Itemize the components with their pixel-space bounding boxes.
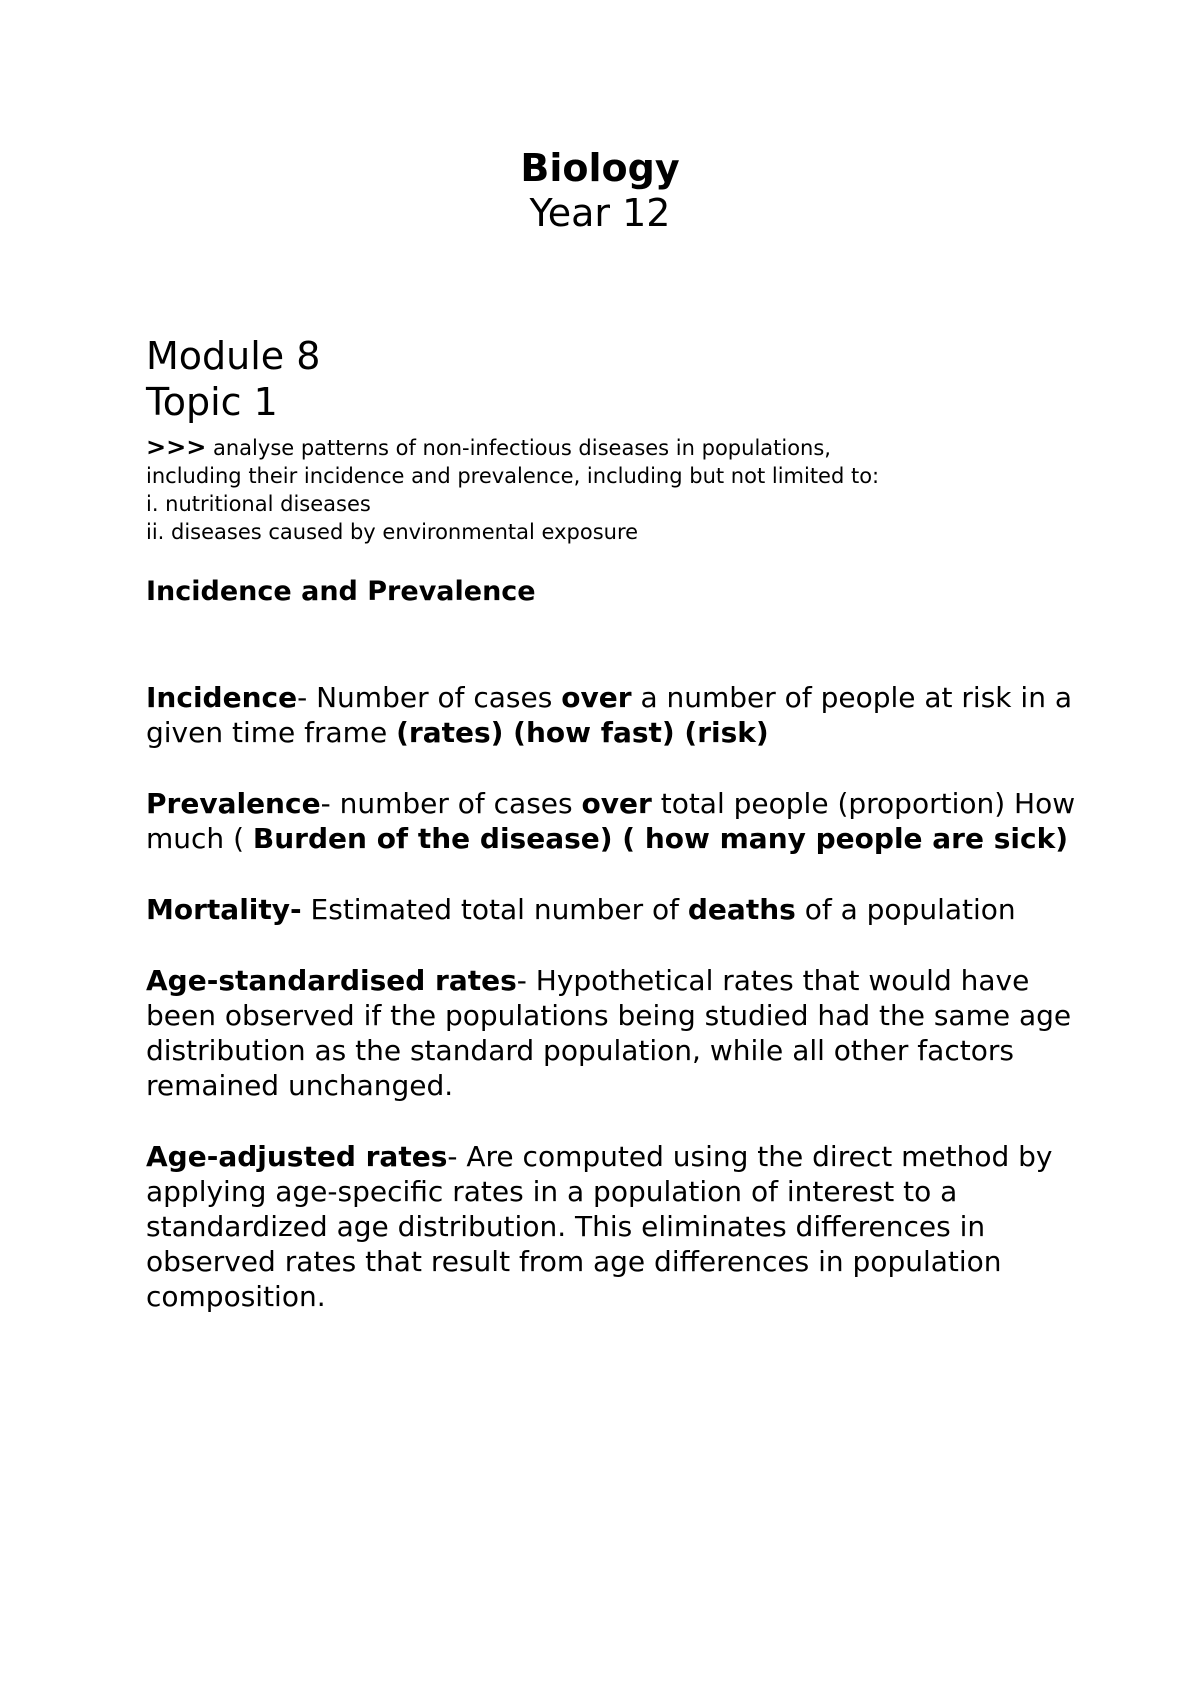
emphasis-text: deaths: [687, 893, 796, 926]
arrows-marker: >>>: [146, 433, 207, 461]
definition-text: - Number of cases: [297, 681, 562, 714]
definition-text: Estimated total number of: [301, 893, 688, 926]
definition-age-adjusted: [146, 1139, 1086, 1314]
term-age-adjusted: Age-adjusted rates: [146, 1140, 448, 1173]
syllabus-item-nutritional: i. nutritional diseases: [146, 492, 371, 516]
emphasis-text: over: [581, 787, 652, 820]
term-age-standardised: Age-standardised rates: [146, 964, 517, 997]
document-body: [146, 333, 1086, 1314]
document-header: [0, 146, 1200, 236]
definition-text: total people (proportion) How much (: [146, 787, 1076, 855]
topic-heading: Topic 1: [146, 380, 278, 424]
definition-incidence: [146, 680, 1086, 750]
definition-text: - number of cases: [320, 787, 582, 820]
syllabus-item-environmental: ii. diseases caused by environmental exposure: [146, 520, 639, 544]
syllabus-outcome-line1: analyse patterns of non-infectious diseases in populations,: [206, 436, 831, 460]
emphasis-text: Burden of the disease) ( how many people are sick): [252, 822, 1069, 855]
definition-text: a number of people at risk in a given time frame: [146, 681, 1072, 749]
definition-text: - Hypothetical rates that would have been observed if the populations being studied had the same age distribution as the standard population, while all other factors remained unchanged.: [146, 964, 1072, 1102]
syllabus-outcome-line2: including their incidence and prevalence, including but not limited to:: [146, 464, 880, 488]
definition-mortality: [146, 892, 1086, 927]
emphasis-text: over: [561, 681, 632, 714]
syllabus-outcome: [146, 433, 1086, 490]
module-heading: Module 8: [146, 334, 321, 378]
document-subtitle: Year 12: [529, 191, 671, 235]
term-prevalence: Prevalence: [146, 787, 321, 820]
definition-prevalence: [146, 786, 1086, 856]
emphasis-text: (rates) (how fast) (risk): [396, 716, 769, 749]
definition-text: of a population: [795, 893, 1016, 926]
definition-text: - Are computed using the direct method by applying age-specific rates in a population of interest to a standardized age distribution. This eliminates differences in observed rates that result from age differences in population composition.: [146, 1140, 1053, 1313]
document-title: Biology: [520, 146, 680, 190]
definition-age-standardised: [146, 963, 1086, 1103]
term-mortality: Mortality-: [146, 893, 302, 926]
term-incidence: Incidence: [146, 681, 298, 714]
section-heading: Incidence and Prevalence: [146, 576, 536, 607]
